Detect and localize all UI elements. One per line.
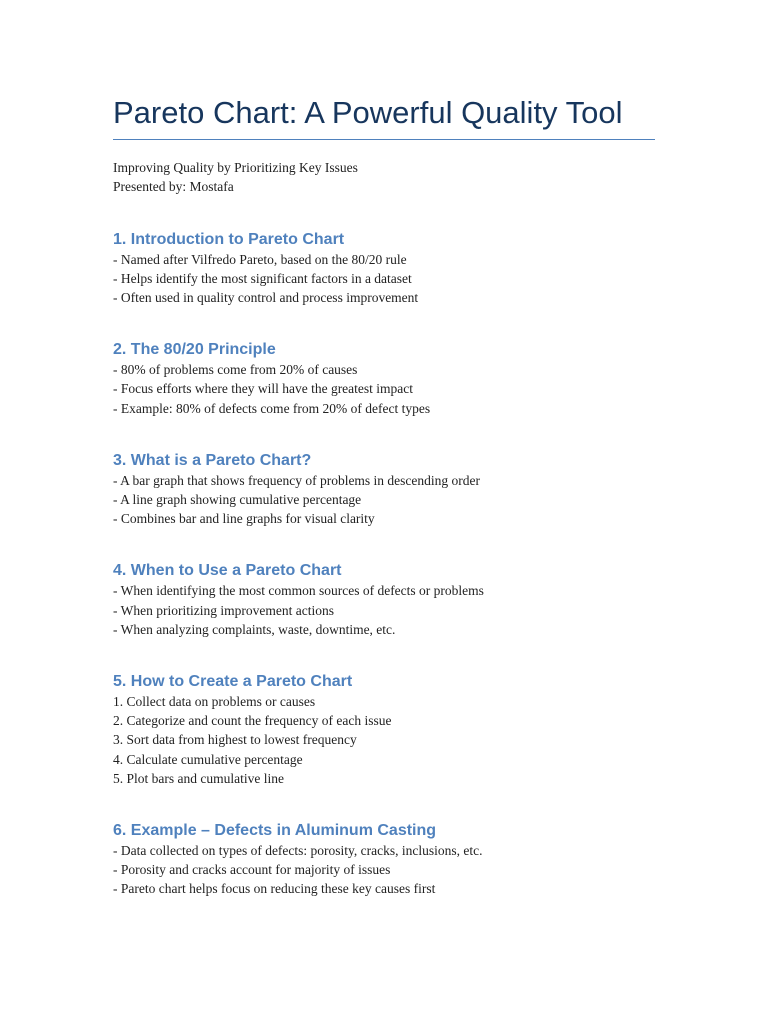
section-what-is-pareto-chart [113,451,655,529]
section-line: - Example: 80% of defects come from 20% of defect types [113,400,431,416]
section-line: - Pareto chart helps focus on reducing these key causes first [113,881,436,897]
section-heading: 5. How to Create a Pareto Chart [113,673,353,691]
numbered-step: 2. Categorize and count the frequency of each issue [113,713,392,729]
section-line: - Focus efforts where they will have the greatest impact [113,381,414,397]
section-line: - When identifying the most common sources of defects or problems [113,583,484,599]
section-line: - Data collected on types of defects: porosity, cracks, inclusions, etc. [113,843,483,859]
section-line: - A bar graph that shows frequency of problems in descending order [113,472,481,488]
section-line: - 80% of problems come from 20% of causes [113,362,358,378]
numbered-step: 5. Plot bars and cumulative line [113,770,284,786]
section-line: - When analyzing complaints, waste, downtime, etc. [113,621,396,637]
section-heading: 6. Example – Defects in Aluminum Casting [113,822,437,840]
section-heading: 3. What is a Pareto Chart? [113,451,312,469]
section-80-20-principle [113,340,655,418]
section-when-to-use [113,561,655,639]
section-line: - Often used in quality control and process improvement [113,290,419,305]
subtitle-line: Improving Quality by Prioritizing Key Issues [113,160,358,176]
section-heading: 2. The 80/20 Principle [113,341,276,359]
section-example-aluminum-casting [113,821,655,899]
section-line: - Named after Vilfredo Pareto, based on the 80/20 rule [113,251,407,267]
subtitle-block [113,158,655,196]
numbered-step: 4. Calculate cumulative percentage [113,751,303,767]
numbered-step: 3. Sort data from highest to lowest frequency [113,732,357,748]
section-how-to-create [113,672,655,788]
section-introduction [113,230,655,308]
document-title: Pareto Chart: A Powerful Quality Tool [113,88,655,140]
section-heading: 1. Introduction to Pareto Chart [113,230,345,248]
presenter-line: Presented by: Mostafa [113,179,234,195]
section-line: - A line graph showing cumulative percentage [113,492,362,508]
section-line: - Porosity and cracks account for majority of issues [113,862,391,878]
section-line: - When prioritizing improvement actions [113,602,334,618]
section-line: - Helps identify the most significant factors in a dataset [113,270,412,286]
numbered-step: 1. Collect data on problems or causes [113,694,316,710]
section-heading: 4. When to Use a Pareto Chart [113,562,342,580]
document-content [113,88,655,899]
section-line: - Combines bar and line graphs for visual clarity [113,511,375,527]
